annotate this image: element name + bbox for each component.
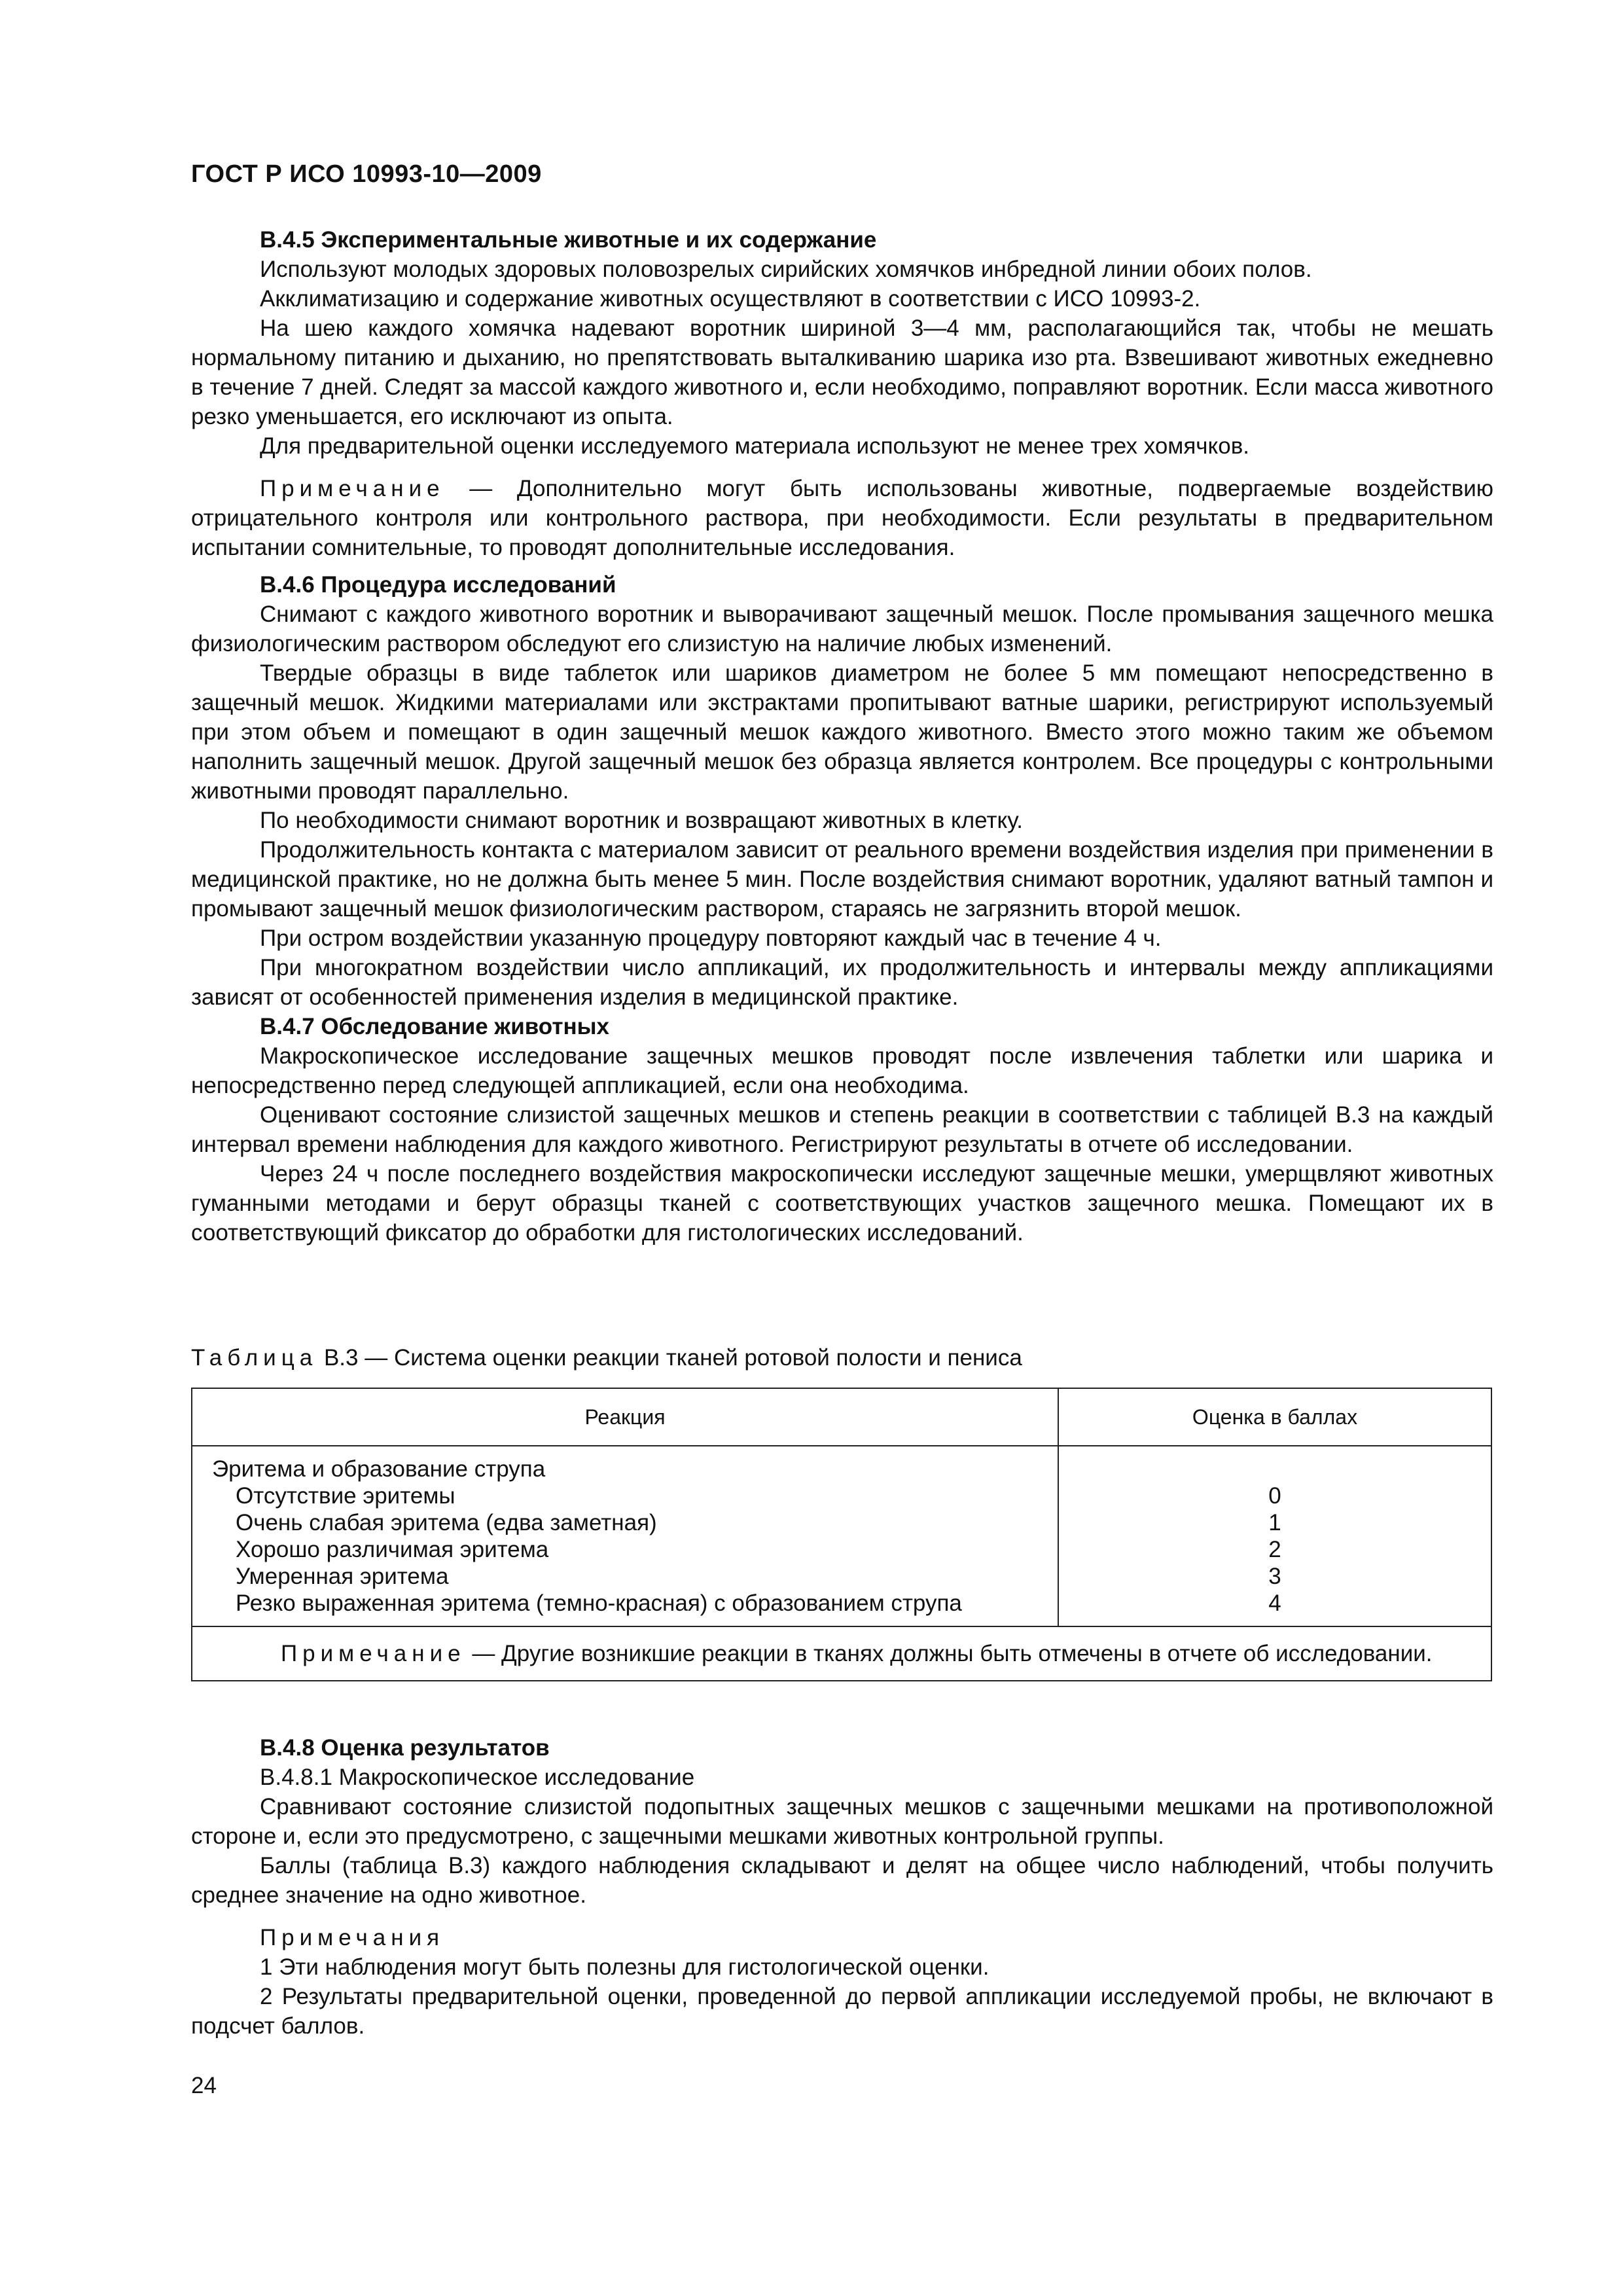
score-value: 3 [1268,1564,1281,1589]
table-header-score: Оценка в баллах [1058,1388,1491,1446]
table-header-reaction: Реакция [192,1388,1058,1446]
reaction-item: Очень слабая эритема (едва заметная) [236,1510,657,1535]
reaction-cell [192,1446,1058,1626]
document-header: ГОСТ Р ИСО 10993-10—2009 [191,160,542,188]
table-note-text: — Другие возникшие реакции в тканях должны быть отмечены в отчете об исследовании. [465,1641,1433,1666]
table-note-row [192,1626,1491,1681]
reaction-group: Эритема и образование струпа [212,1456,546,1482]
score-value: 0 [1268,1483,1281,1509]
table-note-label: Примечание [281,1641,466,1666]
paragraph: Макроскопическое исследование защечных мешков проводят после извлечения таблетки или шарика и непосредственно перед следующей аппликацией, если она необходима. [191,1043,1493,1098]
paragraph: Акклиматизацию и содержание животных осуществляют в соответствии с ИСО 10993-2. [260,286,1201,312]
body-section-2 [191,1733,1493,2041]
table-caption-label: Таблица [191,1345,318,1371]
table-caption [191,1343,1022,1372]
table-header-row [192,1388,1491,1446]
paragraph: Продолжительность контакта с материалом зависит от реального времени воздействия изделия при применении в медицинской практике, но не должна быть менее 5 мин. После воздействия снимают воротник, удаляют ватный тампон и промывают защечный мешок физиологическим раствором, стараясь не загрязнить второй мешок. [191,837,1493,922]
reaction-item: Умеренная эритема [236,1564,449,1589]
paragraph: Оценивают состояние слизистой защечных мешков и степень реакции в соответствии с таблицей В.3 на каждый интервал времени наблюдения для каждого животного. Регистрируют результаты в отчете об исследовании. [191,1102,1493,1157]
reaction-item: Резко выраженная эритема (темно-красная) с образованием струпа [236,1590,962,1616]
notes-label: Примечания [260,1925,445,1950]
paragraph: При многократном воздействии число аппликаций, их продолжительность и интервалы между аппликациями зависят от особенностей применения изделия в медицинской практике. [191,955,1493,1010]
paragraph: Для предварительной оценки исследуемого материала используют не менее трех хомячков. [260,433,1250,459]
note [191,474,1493,562]
paragraph: Через 24 ч после последнего воздействия макроскопически исследуют защечные мешки, умерщвляют животных гуманными методами и берут образцы тканей с соответствующих участков защечного мешка. Помещают их в соответствующий фиксатор до обработки для гистологических исследований. [191,1161,1493,1246]
reaction-item: Отсутствие эритемы [236,1483,455,1509]
score-value: 2 [1268,1537,1281,1562]
note-label: Примечание [260,476,445,501]
score-value: 1 [1268,1510,1281,1535]
paragraph: На шею каждого хомячка надевают воротник шириной 3—4 мм, располагающийся так, чтобы не мешать нормальному питанию и дыханию, но препятствовать выталкиванию шарика изо рта. Взвешивают животных ежедневно в течение 7 дней. Следят за массой каждого животного и, если необходимо, поправляют воротник. Если масса животного резко уменьшается, его исключают из опыта. [191,315,1493,429]
paragraph: Снимают с каждого животного воротник и выворачивают защечный мешок. После промывания защечного мешка физиологическим раствором обследуют его слизистую на наличие любых изменений. [191,601,1493,656]
scoring-table [191,1388,1492,1681]
paragraph: Баллы (таблица В.3) каждого наблюдения складывают и делят на общее число наблюдений, чтобы получить среднее значение на одно животное. [191,1853,1493,1908]
table-row [192,1446,1491,1626]
body-section-1 [191,225,1493,1247]
paragraph: Твердые образцы в виде таблеток или шариков диаметром не более 5 мм помещают непосредственно в защечный мешок. Жидкими материалами или экстрактами пропитывают ватные шарики, регистрируют используемый при этом объем и помещают в один защечный мешок каждого животного. Вместо этого можно таким же объемом наполнить защечный мешок. Другой защечный мешок без образца является контролем. Все процедуры с контрольными животными проводят параллельно. [191,660,1493,804]
reaction-item: Хорошо различимая эритема [236,1537,549,1562]
note-item: 1 Эти наблюдения могут быть полезны для гистологической оценки. [260,1954,990,1980]
paragraph: По необходимости снимают воротник и возвращают животных в клетку. [260,808,1023,833]
page-number: 24 [191,2073,217,2098]
note-text: — Дополнительно могут быть использованы животные, подвергаемые воздействию отрицательного контроля или контрольного раствора, при необходимости. Если результаты в предварительном испытании сомнительные, то проводят дополнительные исследования. [191,476,1493,560]
table-note [192,1626,1491,1681]
paragraph: Используют молодых здоровых половозрелых сирийских хомячков инбредной линии обоих полов. [260,257,1312,282]
section-b46-title: В.4.6 Процедура исследований [260,572,616,598]
section-b48-title: В.4.8 Оценка результатов [260,1735,550,1761]
paragraph: Сравнивают состояние слизистой подопытных защечных мешков с защечными мешками на противоположной стороне и, если это предусмотрено, с защечными мешками животных контрольной группы. [191,1794,1493,1849]
score-value: 4 [1268,1590,1281,1616]
paragraph: При остром воздействии указанную процедуру повторяют каждый час в течение 4 ч. [260,925,1162,951]
note-item: 2 Результаты предварительной оценки, проведенной до первой аппликации исследуемой пробы, не включают в подсчет баллов. [191,1984,1493,2039]
section-b45-title: В.4.5 Экспериментальные животные и их содержание [260,227,877,253]
section-b47-title: В.4.7 Обследование животных [260,1014,609,1039]
score-cell [1058,1446,1491,1626]
subsection-title: В.4.8.1 Макроскопическое исследование [260,1765,695,1790]
table-caption-text: В.3 — Система оценки реакции тканей ротовой полости и пениса [317,1345,1022,1371]
